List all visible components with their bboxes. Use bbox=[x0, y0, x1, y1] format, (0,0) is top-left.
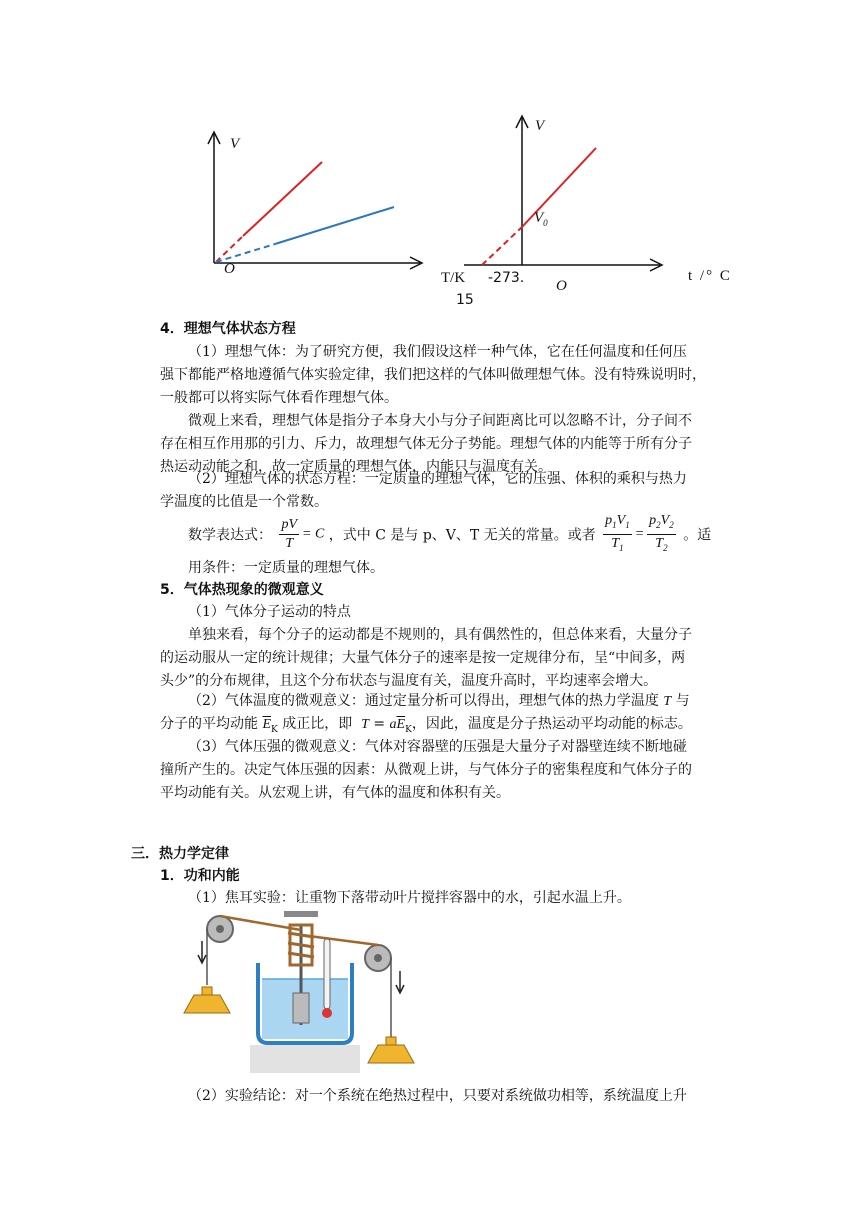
sec3-p1: （1）焦耳实验：让重物下落带动叶片搅拌容器中的水，引起水温上升。 bbox=[188, 890, 631, 906]
formula-pv-t: $\frac{pV}{T}$ bbox=[281, 516, 298, 551]
formula-state2: $\frac{p_2V_2}{T_2}$ bbox=[649, 513, 674, 553]
sec5-p3: （3）气体压强的微观意义：气体对容器壁的压强是大量分子对器壁连续不断地碰 撞所产生的。决定气体压强的因素：从微观上讲，与气体分子的密集程度和气体分子的 平均动能有关。从宏观上讲，有气体的温度和体积有关。 bbox=[160, 739, 692, 801]
right-graph bbox=[464, 116, 662, 271]
formula-mid: ，式中 C 是与 p、V、T 无关的常量。或者 bbox=[328, 527, 596, 544]
sec5-p2: （2）气体温度的微观意义：通过定量分析可以得出，理想气体的热力学温度 T 与 分子的平均动能 $\overline{E}_K$ 成正比，即 $T = a\overline{E}_K$，因此，温度是分子热运动平均动能的标志。 bbox=[160, 693, 692, 735]
sec5-p1: 单独来看，每个分子的运动都是不规则的，具有偶然性的，但总体来看，大量分子 的运动服从一定的统计规律；大量气体分子的速率是按一定规律分布，呈“中间多，两 头少”的分布规律，且这个分布状态与温度有关，温度升高时，平均速率会增大。 bbox=[160, 627, 692, 689]
sec3-heading: 三．热力学定律 bbox=[131, 846, 229, 862]
left-red-line bbox=[243, 162, 322, 236]
right-origin-label: O bbox=[556, 278, 567, 294]
left-graph bbox=[208, 132, 422, 269]
right-red-dashed bbox=[482, 227, 522, 265]
sec5-sub1: （1）气体分子运动的特点 bbox=[188, 604, 351, 620]
t-celsius-label: t /° C bbox=[688, 268, 732, 284]
formula-prefix: 数学表达式： bbox=[188, 527, 272, 544]
sec4-heading: 4．理想气体状态方程 bbox=[160, 321, 296, 337]
formula-state1: $\frac{p_1V_1}{T_1}$ bbox=[605, 513, 630, 553]
neg-273-label: -273. bbox=[488, 270, 525, 286]
t-kelvin-label: T/K bbox=[441, 270, 466, 286]
right-y-label: V bbox=[535, 118, 545, 134]
sec4-p3: （2）理想气体的状态方程：一定质量的理想气体，它的压强、体积的乘积与热力 学温度的比值是一个常数。 bbox=[160, 471, 687, 510]
neg-273-label-2: 15 bbox=[456, 292, 474, 308]
sec5-heading: 5．气体热现象的微观意义 bbox=[160, 582, 324, 598]
formula-suffix: 。适 bbox=[683, 527, 712, 544]
sec3-p2: （2）实验结论：对一个系统在绝热过程中，只要对系统做功相等，系统温度上升 bbox=[188, 1088, 687, 1104]
sec3-sub1: 1．功和内能 bbox=[160, 868, 240, 884]
sec4-p2: 微观上来看，理想气体是指分子本身大小与分子间距离比可以忽略不计，分子间不 存在相互作用那的引力、斥力，故理想气体无分子势能。理想气体的内能等于所有分子 热运动动能之和，故一定质量的理想气体，内能只与温度有关。 bbox=[160, 413, 692, 475]
sec4-condition: 用条件：一定质量的理想气体。 bbox=[188, 560, 384, 576]
right-v0-label: $V_0$ bbox=[534, 210, 548, 228]
joule-apparatus-figure bbox=[180, 905, 420, 1075]
formula-line: 数学表达式： $\frac{pV}{T}$ = C ，式中 C 是与 p、V、T 无关的常量。或者 $\frac{p_1V_1}{T_1}$ = $\frac{p_2V_2}{T_2}$ 。适 bbox=[188, 512, 711, 557]
left-blue-line bbox=[275, 207, 394, 244]
left-origin-label: O bbox=[224, 261, 235, 277]
sec4-p1: （1）理想气体：为了研究方便，我们假设这样一种气体，它在任何温度和任何压 强下都能严格地遵循气体实验定律，我们把这样的气体叫做理想气体。没有特殊说明时， 一般都可以将实际气体看作理想气体。 bbox=[160, 344, 706, 406]
left-y-label: V bbox=[230, 136, 240, 152]
